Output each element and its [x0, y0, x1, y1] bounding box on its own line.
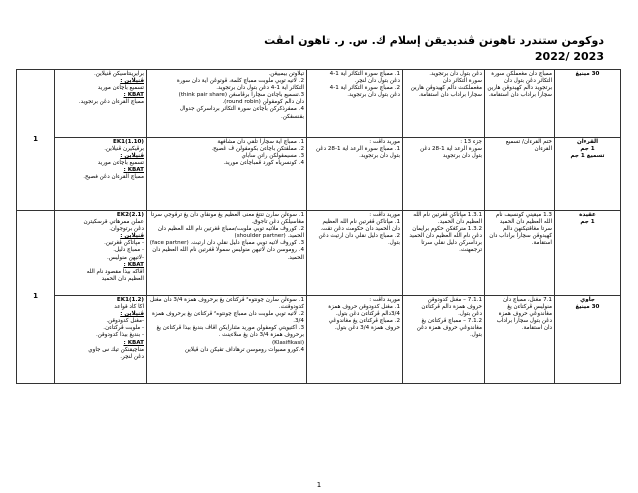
- criteria-line: 1. مڠنل كدودوقن حروف همزة: [328, 304, 400, 311]
- assessment-cell: [55, 138, 147, 211]
- standard-line: 7.1 مڠنل، ممباچ دان منوليس ڤركتاءن يڠ مڠاندوڠي حروف همزة دڠن بتول سچارا براداب دان استقامة.: [496, 297, 552, 332]
- objective-cell: [403, 296, 485, 384]
- criteria-line: موريد داڤت :: [369, 297, 400, 303]
- criteria-line: دان الحميد دان حكومث دڠن تڤت.: [320, 226, 400, 233]
- activity-line: (Klasifikasi): [271, 339, 304, 346]
- activity-line: التكاثر اية 1-4 دڠن بتول دان برتجويد.: [216, 85, 304, 92]
- activity-line: دان دالم كومڤولن (round robin).: [222, 99, 304, 106]
- assessment-line: تسميع باچاءن موريد: [97, 160, 144, 167]
- objective-line: مڠاندوڠي حروف همزة دڠن: [416, 325, 482, 332]
- assessment-line: اڤاكه بيذا مقصود نام الله: [86, 268, 144, 275]
- criteria-line: دڠن بتول دان برتجويد.: [347, 92, 400, 99]
- assessment-line: -مڠنل كدودوقن.: [106, 318, 144, 325]
- table-row: [17, 138, 621, 211]
- assessment-line: -لاتيهن منوليس.: [107, 254, 144, 261]
- assessment-line: اكا كاد قواعد: [114, 304, 144, 311]
- week-line: القرءان: [576, 139, 599, 145]
- criteria-line: 1. ممباچ سورة التكاثر اية 1-4: [329, 71, 400, 77]
- activity-line: 3. كوروڤ لاتيه توبي ممباچ دليل نقلي دان ارتيث. (face partner): [149, 240, 304, 247]
- standard-cell: [485, 211, 555, 296]
- activity-line: بڤنسڤكن.: [280, 113, 304, 120]
- assessment-line: KBAT :: [123, 261, 144, 268]
- activity-line: 4.كورو ممبوات روموسن ترهاداف تڤيكن دان ڤيلاين: [184, 346, 304, 353]
- week-cell: [555, 138, 621, 211]
- objective-line: دڠن بتول.: [458, 311, 482, 318]
- objective-line: 1.3.2 منركڠكن حكوم برايمان دڠن نام الله العظيم دان الحميد برداسركن دليل نقلي سرتا ترجمهنث.: [409, 226, 482, 254]
- week-line: جاوي: [580, 297, 595, 303]
- activity-line: 3. مسيمڤولكن راتن ساباي: [241, 153, 304, 160]
- criteria-line: موريد داڤت :: [369, 212, 400, 218]
- assessment-line: ڤنيلاين :: [120, 78, 144, 85]
- page-number: 1: [316, 481, 322, 489]
- activity-line: 1. سوءلن سارن چونتوه² ڤركتاءن يڠ برحروف همزة 3/4 دان مڠنل كدودوقنث.: [150, 297, 304, 311]
- week-cell: [555, 211, 621, 296]
- group-number-cell: 1: [17, 211, 55, 384]
- activity-line: 2. مملڤتكن باچاءن بكومڤولن ڤ ڠصيح.: [211, 146, 304, 153]
- assessment-line: دڠن لنچر.: [120, 353, 144, 360]
- criteria-cell: [307, 138, 403, 211]
- objective-line: سچارا براداب دان استقامة.: [418, 92, 482, 99]
- assessment-line: - بنديڠ بيذا كدودوقن.: [95, 332, 144, 339]
- objective-line: دڠن بتول دان برتجويد.: [429, 71, 482, 77]
- standard-cell: [485, 70, 555, 138]
- activity-cell: [147, 138, 307, 211]
- assessment-line: EK1(1.2): [116, 297, 144, 303]
- objective-line: بتول.: [470, 332, 482, 339]
- objective-line: مڠعملكنث دالم كهيدوڤن هارين: [410, 85, 482, 92]
- assessment-line: ڤنيلاين :: [120, 311, 144, 318]
- assessment-line: دڠن برتوجوان.: [109, 226, 144, 233]
- assessment-line: برڤيكيرن ڤنيلاين.: [104, 146, 144, 153]
- activity-cell: [147, 211, 307, 296]
- activity-line: 2. لاتيه توبي ملوبت دان ممباچ چونتوه² ڤركتاءن يڠ برحروف همزة 3/4.: [151, 311, 304, 325]
- standard-line: ممباچ دان مڠعملكن سورة التكاثر دڠن بتول دان برتجويد دالم كهيدوڤن هارين سچارا براداب دان استقامة.: [487, 71, 552, 99]
- week-cell: [555, 70, 621, 138]
- activity-line: 4. كونسرياه كورد ڤمباچاءن موريد.: [223, 160, 304, 167]
- activity-line: 3.تسميع باچاءن سچارا برڤاسڠن (think pair share): [178, 92, 304, 99]
- objective-line: 7.1.1 – مڠنل كدودوقن: [427, 297, 482, 303]
- objective-cell: [403, 211, 485, 296]
- criteria-line: حروف همزة 3/4 دڠن بتول.: [334, 325, 400, 332]
- activity-line: 4. ممڤرذكركن باچاءن سورة التكاثر برداسركن جدوال: [179, 106, 304, 113]
- objective-cell: [403, 138, 485, 211]
- criteria-cell: [307, 296, 403, 384]
- criteria-line: بتول.: [388, 240, 400, 247]
- week-line: 30 مينيڠ: [575, 71, 600, 77]
- objective-line: بتول دان برتجويد: [442, 153, 482, 160]
- table-row: [17, 211, 621, 296]
- activity-line: 4. روموسن دان لاتيهن منوليس سمولا ڤڠرتين نام الله العظيم دان الحميد.: [152, 247, 304, 261]
- table-row: [17, 70, 621, 138]
- assessment-line: ڤنيلاين :: [120, 153, 144, 160]
- group-number-cell: 1: [17, 70, 55, 211]
- activity-line: 2. كوروڤ ملاتيه توبي ملوبت/ممباچ ڤڠرتين نام الله العظيم دان الحميد. (shoulder partner): [157, 226, 304, 240]
- week-line: 1 جم: [580, 146, 595, 153]
- objective-line: سورة التكاثر دان: [442, 78, 482, 85]
- assessment-line: عملن ممرهاتي قرسكيترن: [83, 219, 144, 226]
- criteria-cell: [307, 70, 403, 138]
- assessment-line: KBAT :: [123, 92, 144, 99]
- criteria-line: 2. ممباچ ڤركتاءن يڠ مڠاندوڠي: [328, 318, 400, 325]
- week-line: عقيدة: [579, 212, 596, 218]
- objective-line: 7.1.2 – ممباچ ڤركتاءن يڠ: [421, 318, 482, 325]
- lesson-plan-table: [16, 69, 621, 384]
- objective-line: حروف همزة دالم ڤركتاءن: [421, 304, 482, 311]
- objective-line: جزء 13 :: [460, 139, 482, 145]
- assessment-line: تسميع باچاءن موريد: [97, 85, 144, 92]
- assessment-cell: [55, 296, 147, 384]
- week-line: تسميع 1 جم: [570, 153, 605, 160]
- document-year: 2023 /2022: [534, 50, 604, 63]
- assessment-line: - ملوبت ڤركتاءن.: [103, 325, 144, 332]
- assessment-line: EK1(1.10): [113, 139, 144, 145]
- activity-cell: [147, 296, 307, 384]
- standard-cell: [485, 296, 555, 384]
- criteria-cell: [307, 211, 403, 296]
- objective-cell: [403, 70, 485, 138]
- assessment-line: مناچيقنكن تيك س جاوي: [88, 346, 144, 353]
- standard-cell: [485, 138, 555, 211]
- criteria-line: 2. ممباچ دليل نقلي دان ارتيث دڠن: [318, 233, 400, 240]
- week-line: 30 مينيڠ: [575, 304, 600, 311]
- assessment-line: ڤنيلاين :: [120, 233, 144, 240]
- criteria-line: موريد داڤت :: [369, 139, 400, 145]
- criteria-line: 1. مڽاتاكن ڤڠرتين نام الله العظيم: [322, 219, 400, 226]
- criteria-line: 2. ممباچ سورة التكاثر اية 1-4: [329, 85, 400, 92]
- assessment-line: - مڽاتاكن ڤڠرتين.: [104, 240, 144, 247]
- week-cell: [555, 296, 621, 384]
- document-title: دوکومن ستندرد تاهونن ڤنديديقن إسلام ك. س. ر. تاهون امڤت: [264, 34, 604, 47]
- table-row: [17, 296, 621, 384]
- assessment-cell: [55, 211, 147, 296]
- criteria-line: 1. ممباچ سورة الرعد اية 1-28 دڠن: [316, 146, 400, 153]
- assessment-line: - ممباچ دليل.: [113, 247, 144, 254]
- activity-line: 1. سوءلن سارن تنتڠ معنى العظيم يڠ مونڤاي دان يڠ ترڤوجي سرتا مڠاسيلكن دڠن تاجوق.: [150, 212, 304, 226]
- assessment-line: KBAT :: [123, 167, 144, 174]
- assessment-cell: [55, 70, 147, 138]
- activity-line: 2. لاتيه توبي ملوبت ممباچ كلمة، ڤوتوڠن اية دان سورة: [176, 78, 304, 85]
- criteria-line: بتول دان برتجويد.: [359, 153, 400, 160]
- assessment-line: العظيم دان الحميد: [101, 275, 144, 282]
- standard-line: 1.3 ميقيني كونسيف نام الله العظيم دان الحميد سرتا مڠاقتيكنهڽ دالم كهيدوڤن سچارا براداب دان استقامة.: [489, 212, 552, 247]
- standard-line: ختم القرءان/ تسميع القرءان: [505, 139, 552, 153]
- activity-line: تيلاوتن بيمبيڠن.: [268, 71, 304, 77]
- criteria-line: دڠن بتول دان لنچر.: [354, 78, 400, 85]
- objective-line: 1.3.1 مڽاتاكن ڤڠرتين نام الله العظيم دان الحميد.: [413, 212, 482, 226]
- assessment-line: ممباچ القرءان دڠن فصيح.: [83, 174, 144, 181]
- week-line: 1 جم: [580, 219, 595, 226]
- criteria-line: 3/4دالم ڤركتاءن دڠن بتول.: [335, 311, 400, 318]
- assessment-line: برايرينتاسيكن ڤنيلاين.: [94, 71, 144, 77]
- assessment-line: KBAT :: [123, 339, 144, 346]
- activity-line: 3. اكتيويتي كومڤولن موريد مثنارايكن اڤاڤ بنديڠ بيذا ڤركتاءن يڠ برحروف همزة 3/4 دان يڠ سلاءينث .: [156, 325, 304, 339]
- activity-line: 1. ممباچ اية سچارا تلقي دان مشافهة: [217, 139, 304, 145]
- assessment-line: ممباچ القرءان دڠن برتجويد.: [78, 99, 144, 106]
- objective-line: سورة الرعد اية 1-28 دڠن: [420, 146, 482, 153]
- assessment-line: EK2(2.1): [116, 212, 144, 218]
- activity-cell: [147, 70, 307, 138]
